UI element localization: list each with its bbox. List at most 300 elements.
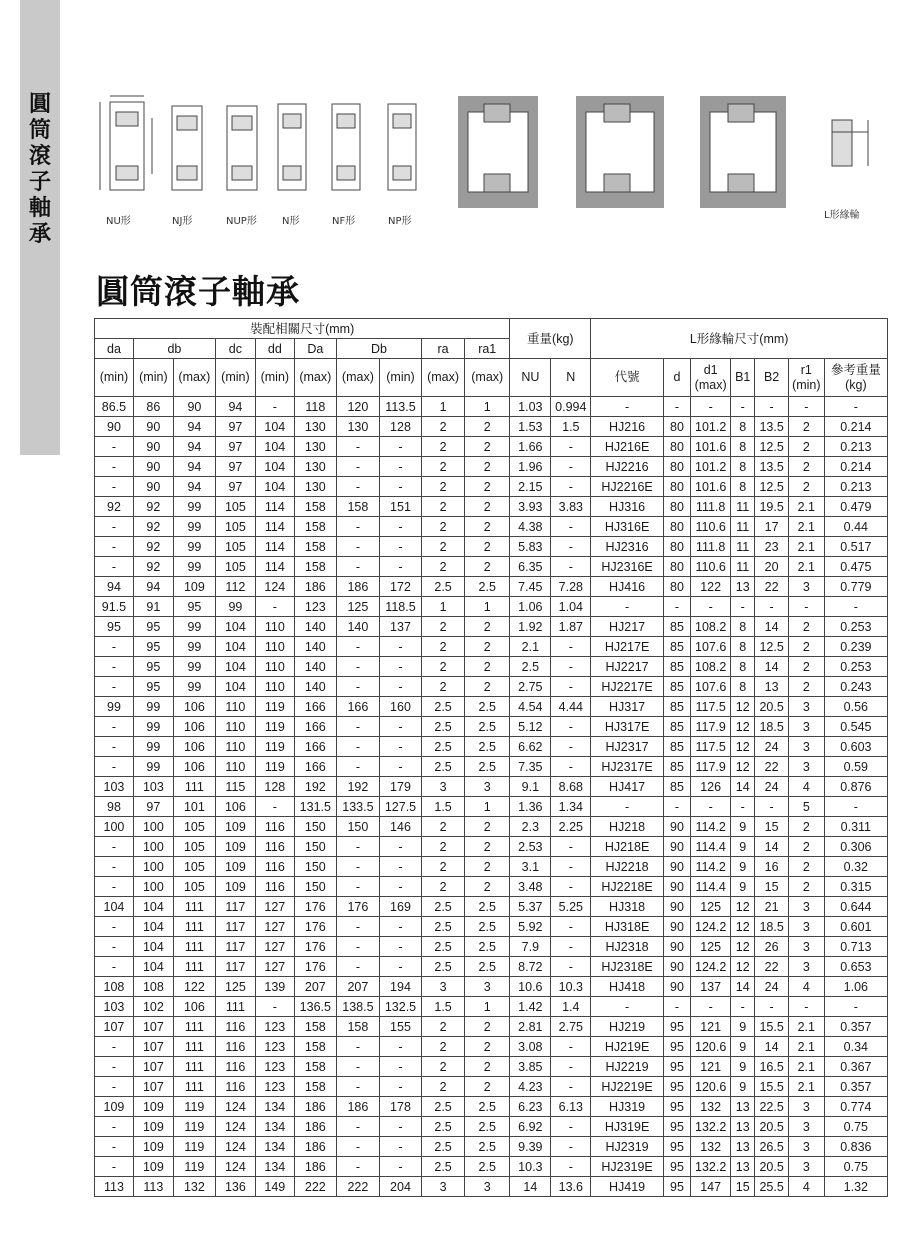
table-cell: 7.28 <box>551 577 591 597</box>
nu-type-label: NU形 <box>106 216 131 227</box>
table-cell: 94 <box>133 577 173 597</box>
table-cell: - <box>551 1137 591 1157</box>
table-cell: 147 <box>691 1177 731 1197</box>
table-cell: 1.06 <box>824 977 887 997</box>
table-cell: 3 <box>788 917 824 937</box>
table-cell: 2 <box>422 637 465 657</box>
table-cell: - <box>551 1057 591 1077</box>
unit-min: (min) <box>255 359 294 397</box>
table-cell: 166 <box>294 717 336 737</box>
table-cell: 158 <box>294 1057 336 1077</box>
table-cell: 15.5 <box>755 1017 789 1037</box>
table-cell: 131.5 <box>294 797 336 817</box>
table-cell: - <box>551 757 591 777</box>
table-cell: 104 <box>215 617 255 637</box>
table-cell: HJ316E <box>591 517 664 537</box>
table-cell: 2.5 <box>465 757 510 777</box>
table-cell: 102 <box>133 997 173 1017</box>
table-cell: 2.5 <box>422 1117 465 1137</box>
table-cell: 150 <box>294 877 336 897</box>
table-cell: 114.4 <box>691 877 731 897</box>
table-row <box>95 857 888 877</box>
table-cell: 22 <box>755 957 789 977</box>
table-cell: 2.5 <box>465 917 510 937</box>
table-cell: 111 <box>173 957 215 977</box>
table-cell: 85 <box>663 697 690 717</box>
table-cell: - <box>824 397 887 417</box>
table-cell: 10.6 <box>510 977 551 997</box>
table-cell: - <box>379 1137 421 1157</box>
table-cell: - <box>379 957 421 977</box>
table-cell: 86.5 <box>95 397 134 417</box>
table-cell: HJ317 <box>591 697 664 717</box>
table-cell: 94 <box>173 437 215 457</box>
table-cell: 11 <box>731 537 755 557</box>
table-cell: 4.44 <box>551 697 591 717</box>
table-cell: 176 <box>294 917 336 937</box>
table-cell: 2 <box>465 497 510 517</box>
table-cell: 113 <box>95 1177 134 1197</box>
table-row <box>95 757 888 777</box>
table-cell: 92 <box>133 537 173 557</box>
table-cell: 21 <box>755 897 789 917</box>
table-cell: 2.53 <box>510 837 551 857</box>
table-cell: 3.85 <box>510 1057 551 1077</box>
sidebar-title-char: 筒 <box>28 118 51 143</box>
table-cell: 3 <box>788 757 824 777</box>
table-cell: 125 <box>691 897 731 917</box>
table-cell: - <box>663 997 690 1017</box>
table-cell: - <box>691 797 731 817</box>
table-cell: 11 <box>731 557 755 577</box>
table-cell: 6.62 <box>510 737 551 757</box>
table-cell: 1.66 <box>510 437 551 457</box>
table-cell: - <box>336 857 379 877</box>
sidebar-title-char: 圓 <box>28 92 51 117</box>
table-cell: 119 <box>255 757 294 777</box>
table-cell: 158 <box>294 557 336 577</box>
table-cell: 192 <box>294 777 336 797</box>
table-cell: 133.5 <box>336 797 379 817</box>
table-cell: 2 <box>465 437 510 457</box>
table-cell: 95 <box>133 637 173 657</box>
table-cell: 92 <box>133 497 173 517</box>
table-cell: 111 <box>173 777 215 797</box>
table-row <box>95 1017 888 1037</box>
table-cell: 1.06 <box>510 597 551 617</box>
table-cell: 130 <box>294 417 336 437</box>
table-cell: 9 <box>731 857 755 877</box>
table-cell: - <box>691 997 731 1017</box>
table-cell: 186 <box>294 1117 336 1137</box>
table-cell: 104 <box>215 657 255 677</box>
table-cell: 2 <box>465 537 510 557</box>
table-cell: - <box>95 1137 134 1157</box>
table-cell: 2.5 <box>422 697 465 717</box>
table-cell: HJ2317 <box>591 737 664 757</box>
table-cell: 80 <box>663 457 690 477</box>
table-cell: 99 <box>95 697 134 717</box>
table-cell: 95 <box>663 1057 690 1077</box>
table-cell: HJ2216 <box>591 457 664 477</box>
table-cell: 2 <box>788 437 824 457</box>
table-cell: HJ2317E <box>591 757 664 777</box>
table-cell: 3 <box>788 937 824 957</box>
table-cell: 0.243 <box>824 677 887 697</box>
table-cell: 2 <box>465 617 510 637</box>
table-cell: - <box>255 797 294 817</box>
col-header-ra: ra <box>422 339 465 359</box>
table-cell: 6.23 <box>510 1097 551 1117</box>
table-cell: 2.5 <box>422 1157 465 1177</box>
table-cell: 106 <box>173 997 215 1017</box>
table-cell: 1.5 <box>422 997 465 1017</box>
table-cell: HJ2219 <box>591 1057 664 1077</box>
table-cell: 2 <box>422 1017 465 1037</box>
table-cell: 12 <box>731 897 755 917</box>
nup-type-label: NUP形 <box>226 216 257 227</box>
table-cell: 24 <box>755 777 789 797</box>
table-cell: 204 <box>379 1177 421 1197</box>
table-cell: 186 <box>336 577 379 597</box>
table-cell: 20.5 <box>755 1117 789 1137</box>
table-cell: 95 <box>95 617 134 637</box>
table-cell: 1 <box>465 997 510 1017</box>
table-cell: HJ2217 <box>591 657 664 677</box>
table-row <box>95 957 888 977</box>
table-row <box>95 937 888 957</box>
table-cell: - <box>95 677 134 697</box>
table-cell: 0.545 <box>824 717 887 737</box>
table-cell: 91.5 <box>95 597 134 617</box>
table-cell: 90 <box>663 957 690 977</box>
table-cell: - <box>551 1157 591 1177</box>
table-cell: 118 <box>294 397 336 417</box>
table-cell: - <box>336 1117 379 1137</box>
table-cell: 132.2 <box>691 1117 731 1137</box>
table-cell: 140 <box>294 637 336 657</box>
col-header-ref-weight <box>824 359 887 397</box>
table-cell: 116 <box>215 1057 255 1077</box>
table-cell: - <box>379 677 421 697</box>
table-cell: 15 <box>755 877 789 897</box>
table-cell: - <box>336 937 379 957</box>
table-cell: 25.5 <box>755 1177 789 1197</box>
table-cell: - <box>95 537 134 557</box>
table-cell: 158 <box>294 517 336 537</box>
table-cell: 8 <box>731 457 755 477</box>
table-cell: 123 <box>255 1037 294 1057</box>
table-cell: 2 <box>788 817 824 837</box>
table-cell: - <box>824 797 887 817</box>
table-cell: - <box>379 877 421 897</box>
col-header-da: da <box>95 339 134 359</box>
table-cell: 9 <box>731 1017 755 1037</box>
table-cell: HJ316 <box>591 497 664 517</box>
table-cell: 140 <box>294 677 336 697</box>
table-cell: 172 <box>379 577 421 597</box>
table-cell: - <box>336 957 379 977</box>
table-cell: - <box>336 1157 379 1177</box>
table-cell: 3 <box>422 777 465 797</box>
unit-max: (max) <box>173 359 215 397</box>
table-cell: 15 <box>755 817 789 837</box>
table-cell: 108 <box>133 977 173 997</box>
table-cell: 110.6 <box>691 557 731 577</box>
table-cell: 106 <box>215 797 255 817</box>
table-cell: 14 <box>510 1177 551 1197</box>
table-cell: 134 <box>255 1097 294 1117</box>
table-cell: HJ2218 <box>591 857 664 877</box>
table-cell: 95 <box>133 657 173 677</box>
table-cell: - <box>551 1037 591 1057</box>
table-cell: - <box>755 597 789 617</box>
table-cell: 158 <box>294 1077 336 1097</box>
table-cell: 14 <box>755 657 789 677</box>
table-cell: 8 <box>731 437 755 457</box>
table-cell: 90 <box>663 857 690 877</box>
table-cell: 13 <box>731 1137 755 1157</box>
table-cell: 112 <box>215 577 255 597</box>
table-cell: 126 <box>691 777 731 797</box>
table-cell: 11 <box>731 497 755 517</box>
table-cell: 2 <box>422 417 465 437</box>
table-cell: 119 <box>255 697 294 717</box>
table-cell: 166 <box>294 697 336 717</box>
table-cell: - <box>591 797 664 817</box>
table-cell: 207 <box>294 977 336 997</box>
table-row <box>95 517 888 537</box>
table-cell: 14 <box>755 1037 789 1057</box>
table-cell: 110 <box>215 737 255 757</box>
table-cell: HJ217E <box>591 637 664 657</box>
table-cell: HJ419 <box>591 1177 664 1197</box>
table-cell: 9 <box>731 1057 755 1077</box>
table-cell: - <box>336 917 379 937</box>
mounting-diagram-1 <box>458 96 538 208</box>
table-cell: 99 <box>173 617 215 637</box>
page-title: 圓筒滾子軸承 <box>96 272 300 311</box>
table-cell: 104 <box>255 457 294 477</box>
table-row <box>95 737 888 757</box>
table-cell: 2.5 <box>510 657 551 677</box>
table-cell: 8 <box>731 617 755 637</box>
table-cell: 22 <box>755 757 789 777</box>
table-cell: 136 <box>215 1177 255 1197</box>
table-cell: 90 <box>663 917 690 937</box>
table-cell: 9 <box>731 817 755 837</box>
table-cell: - <box>755 397 789 417</box>
table-cell: 2 <box>788 857 824 877</box>
table-cell: 101.2 <box>691 417 731 437</box>
table-cell: 2 <box>465 857 510 877</box>
table-cell: 8 <box>731 637 755 657</box>
table-cell: 0.367 <box>824 1057 887 1077</box>
table-cell: - <box>551 637 591 657</box>
table-cell: 110 <box>255 677 294 697</box>
table-cell: 137 <box>379 617 421 637</box>
table-cell: 2 <box>422 537 465 557</box>
table-cell: 1.42 <box>510 997 551 1017</box>
table-cell: 4.38 <box>510 517 551 537</box>
table-cell: - <box>95 1117 134 1137</box>
table-cell: 123 <box>255 1057 294 1077</box>
table-cell: 15.5 <box>755 1077 789 1097</box>
table-cell: 106 <box>173 697 215 717</box>
nj-type-diagram <box>172 106 202 190</box>
table-cell: 90 <box>133 457 173 477</box>
table-cell: 1.4 <box>551 997 591 1017</box>
table-cell: HJ416 <box>591 577 664 597</box>
table-cell: 151 <box>379 497 421 517</box>
table-cell: 134 <box>255 1157 294 1177</box>
table-cell: 158 <box>336 1017 379 1037</box>
nf-type-label: NF形 <box>332 216 356 227</box>
table-cell: 104 <box>255 437 294 457</box>
table-cell: 117.9 <box>691 757 731 777</box>
table-cell: 115 <box>215 777 255 797</box>
table-row <box>95 537 888 557</box>
table-cell: 100 <box>133 837 173 857</box>
table-cell: 166 <box>294 757 336 777</box>
table-cell: 1.36 <box>510 797 551 817</box>
table-cell: 107 <box>133 1077 173 1097</box>
table-cell: 1.04 <box>551 597 591 617</box>
table-cell: 2 <box>422 437 465 457</box>
table-cell: - <box>95 557 134 577</box>
table-cell: 2 <box>465 877 510 897</box>
table-cell: 2 <box>422 1037 465 1057</box>
table-cell: - <box>731 597 755 617</box>
table-cell: - <box>336 537 379 557</box>
table-cell: 158 <box>294 537 336 557</box>
unit-max: (max) <box>294 359 336 397</box>
table-cell: 1.96 <box>510 457 551 477</box>
table-row <box>95 977 888 997</box>
table-cell: 2 <box>465 817 510 837</box>
table-cell: 80 <box>663 497 690 517</box>
bearing-diagrams-svg <box>92 82 882 232</box>
table-cell: - <box>95 757 134 777</box>
table-cell: 2.5 <box>422 917 465 937</box>
table-cell: 13 <box>731 577 755 597</box>
group-header-weight: 重量(kg) <box>510 319 591 359</box>
table-cell: 95 <box>663 1037 690 1057</box>
table-cell: 140 <box>294 617 336 637</box>
l-ring-diagram <box>832 120 868 166</box>
table-cell: 5 <box>788 797 824 817</box>
table-cell: 3 <box>788 717 824 737</box>
table-cell: 0.479 <box>824 497 887 517</box>
table-cell: 2.5 <box>465 897 510 917</box>
table-cell: 116 <box>255 837 294 857</box>
table-cell: 0.836 <box>824 1137 887 1157</box>
table-cell: 2.5 <box>422 1137 465 1157</box>
table-cell: 90 <box>663 837 690 857</box>
table-cell: 26 <box>755 937 789 957</box>
n-type-label: N形 <box>282 216 300 227</box>
table-cell: 0.517 <box>824 537 887 557</box>
table-cell: 99 <box>173 537 215 557</box>
table-cell: - <box>788 997 824 1017</box>
table-cell: - <box>691 397 731 417</box>
table-cell: 0.644 <box>824 897 887 917</box>
table-cell: 5.92 <box>510 917 551 937</box>
table-cell: 123 <box>294 597 336 617</box>
table-cell: 132 <box>691 1137 731 1157</box>
table-cell: 192 <box>336 777 379 797</box>
table-cell: 107 <box>133 1057 173 1077</box>
table-cell: 124 <box>255 577 294 597</box>
table-cell: - <box>95 837 134 857</box>
table-cell: 22 <box>755 577 789 597</box>
table-cell: - <box>551 877 591 897</box>
table-cell: 8 <box>731 477 755 497</box>
table-cell: - <box>379 657 421 677</box>
table-cell: 107.6 <box>691 677 731 697</box>
table-cell: - <box>379 757 421 777</box>
table-cell: 16.5 <box>755 1057 789 1077</box>
table-cell: 2.1 <box>788 1077 824 1097</box>
table-cell: 117 <box>215 917 255 937</box>
table-cell: 3.08 <box>510 1037 551 1057</box>
table-cell: HJ2219E <box>591 1077 664 1097</box>
table-cell: 80 <box>663 477 690 497</box>
unit-min: (min) <box>133 359 173 397</box>
table-cell: 0.239 <box>824 637 887 657</box>
table-cell: 90 <box>133 477 173 497</box>
table-cell: 2 <box>788 477 824 497</box>
table-cell: - <box>788 597 824 617</box>
d1-unit: (max) <box>694 377 727 392</box>
table-cell: 2.1 <box>788 1057 824 1077</box>
table-cell: 5.25 <box>551 897 591 917</box>
table-cell: 107 <box>95 1017 134 1037</box>
table-cell: 20.5 <box>755 1157 789 1177</box>
table-cell: 91 <box>133 597 173 617</box>
table-cell: 2 <box>422 457 465 477</box>
table-cell: 122 <box>691 577 731 597</box>
table-row <box>95 1117 888 1137</box>
table-row <box>95 697 888 717</box>
d1-label: d1 <box>703 362 718 377</box>
table-row <box>95 797 888 817</box>
table-row <box>95 1077 888 1097</box>
table-cell: 2.1 <box>788 517 824 537</box>
table-cell: 80 <box>663 537 690 557</box>
table-cell: 0.475 <box>824 557 887 577</box>
table-cell: 13 <box>755 677 789 697</box>
table-cell: - <box>379 637 421 657</box>
table-cell: 158 <box>294 1017 336 1037</box>
table-cell: 127 <box>255 957 294 977</box>
table-cell: - <box>731 797 755 817</box>
table-cell: 3 <box>465 777 510 797</box>
col-header-B2: B2 <box>755 359 789 397</box>
table-cell: - <box>551 957 591 977</box>
table-cell: - <box>379 837 421 857</box>
table-cell: HJ318E <box>591 917 664 937</box>
table-cell: 186 <box>336 1097 379 1117</box>
table-cell: 2 <box>465 517 510 537</box>
table-cell: 99 <box>173 497 215 517</box>
table-cell: 110 <box>255 657 294 677</box>
table-cell: 128 <box>379 417 421 437</box>
table-cell: 90 <box>95 417 134 437</box>
table-cell: 85 <box>663 657 690 677</box>
bearing-diagrams <box>92 82 882 232</box>
table-cell: 97 <box>215 457 255 477</box>
